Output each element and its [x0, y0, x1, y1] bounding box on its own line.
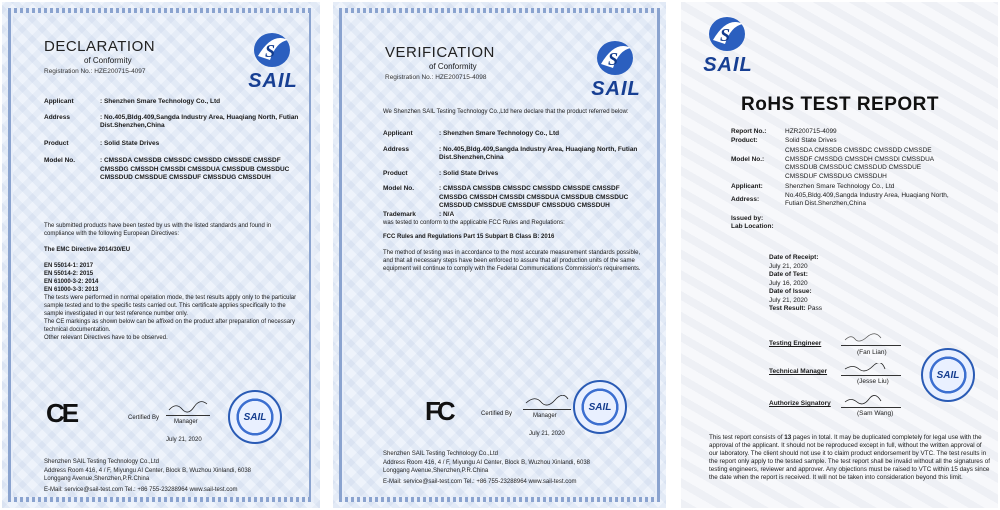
model-label: Model No.: [731, 156, 765, 163]
sail-logo [581, 38, 651, 102]
product-value: Solid State Drives [785, 136, 837, 144]
rohs-details [731, 128, 981, 232]
ce-mark-icon: CE [46, 398, 77, 428]
applicant-row [44, 98, 302, 107]
address-value: No.405,Bldg.409,Sangda Industry Area, Huaqiang North, Futian Dist.Shenzhen,China [785, 191, 949, 207]
product-row [383, 170, 645, 179]
sail-seal: SAIL [573, 380, 627, 434]
footer-address-2: Longgang Avenue,Shenzhen,P.R.China [44, 476, 150, 482]
model-value: : CMSSDA CMSSDB CMSSDC CMSSDD CMSSDE CMSSDF CMSSDG CMSSDH CMSSDI CMSSDUA CMSSDUB CMSSDUC CMSSDUD CMSSDUE CMSSDUF CMSSDUG CMSSDUH [439, 185, 629, 209]
applicant-label: Applicant [44, 98, 74, 105]
applicant-row [383, 130, 645, 139]
declaration-body-2: The CE markings as shown below can be affixed on the product after preparation of necessary technical documentation. [44, 319, 296, 333]
applicant-value: : Shenzhen Smare Technology Co., Ltd [439, 130, 560, 137]
declaration-body: The tests were performed in normal operation mode, the test results apply only to the particular sample tested and to the specific tests carried out. This certificate applies specifically to the sample investigated in our test reference number only. [44, 295, 297, 317]
standard-3: EN 61000-3-2: 2014 [44, 279, 99, 285]
footer-contact: E-Mail: service@sail-test.com Tel.: +86 755-23288964 www.sail-test.com [44, 486, 238, 493]
product-label: Product: [731, 136, 758, 144]
authorize-signatory-label: Authorize Signatory [769, 400, 831, 407]
signature [166, 402, 210, 416]
tech-manager-signature [841, 362, 901, 376]
rohs-dates [769, 254, 822, 314]
engineer-label: Testing Engineer [769, 340, 822, 347]
standard-2: EN 55014-2: 2015 [44, 271, 94, 277]
issued-by-label: Issued by: [731, 214, 764, 222]
model-value: : CMSSDA CMSSDB CMSSDC CMSSDD CMSSDE CMSSDF CMSSDG CMSSDH CMSSDI CMSSDUA CMSSDUB CMSSDUC CMSSDUD CMSSDUE CMSSDUF CMSSDUG CMSSDUH [100, 157, 290, 181]
verification-date: July 21, 2020 [529, 431, 565, 437]
sail-seal: SAIL [921, 348, 975, 402]
signature-icon [843, 363, 887, 373]
verification-title: VERIFICATION [385, 44, 495, 61]
svg-text:S: S [720, 25, 731, 45]
signature [523, 396, 571, 410]
declaration-body-3: Other relevant Directives have to be observed. [44, 335, 168, 341]
rohs-report [681, 2, 998, 508]
certified-by-label: Certified By [481, 411, 513, 417]
report-no-value: HZR200715-4099 [785, 128, 837, 135]
receipt-label: Date of Receipt: [769, 254, 819, 261]
address-row [44, 114, 302, 131]
applicant-value: Shenzhen Smare Technology Co., Ltd [785, 183, 895, 190]
engineer-signature [841, 332, 901, 346]
test-value: July 16, 2020 [769, 279, 808, 287]
test-label: Date of Test: [769, 271, 808, 278]
trademark-label: Trademark [383, 210, 416, 218]
sail-logo-text: SAIL [248, 70, 298, 92]
signature-icon [168, 401, 208, 413]
sail-logo-icon [705, 14, 749, 54]
applicant-value: : Shenzhen Smare Technology Co., Ltd [100, 98, 221, 105]
certified-by-label: Certified By [128, 415, 160, 421]
address-label: Address: [731, 195, 760, 203]
lab-location-label: Lab Location: [731, 223, 774, 230]
footer-address-2: Longgang Avenue,Shenzhen,P.R.China [383, 468, 489, 474]
verification-reg-no: Registration No.: HZE200715-4098 [385, 74, 487, 81]
svg-text:S: S [608, 49, 619, 69]
sail-logo [238, 30, 308, 94]
sail-logo-text: SAIL [703, 54, 753, 76]
fcc-rules: FCC Rules and Regulations Part 15 Subpart B Class B: 2016 [383, 234, 555, 240]
sail-logo-icon [250, 30, 294, 70]
verification-body: The method of testing was in accordance to the most accurate measurement standards possible, and that all necessary steps have been enforced to assure that all production units of the same equipment will continue to comply with the Federal Communications Commission's requirements. [383, 250, 641, 272]
authorize-name: (Sam Wang) [857, 410, 894, 417]
engineer-name: (Fan Lian) [857, 349, 887, 356]
address-row [383, 146, 645, 163]
fcc-mark-icon: FC [425, 396, 452, 426]
product-value: : Solid State Drives [100, 139, 160, 147]
result-value: Pass [807, 305, 822, 312]
report-no-label: Report No.: [731, 128, 767, 135]
model-row [383, 185, 645, 211]
trademark-value: : N/A [439, 210, 455, 218]
product-label: Product [44, 139, 69, 147]
conform-text: was tested to conform to the applicable FCC Rules and Regulations: [383, 220, 565, 226]
declaration-subtitle: of Conformity [84, 56, 132, 65]
manager-label: Manager [174, 419, 198, 425]
rohs-title: RoHS TEST REPORT [741, 94, 940, 115]
tech-manager-label: Technical Manager [769, 368, 828, 375]
verification-subtitle: of Conformity [429, 62, 477, 71]
footer-company: Shenzhen SAIL Testing Technology Co.,Ltd [44, 459, 159, 465]
declaration-title: DECLARATION [44, 38, 156, 55]
sail-logo-text: SAIL [591, 78, 641, 100]
tech-manager-name: (Jesse Liu) [857, 378, 889, 385]
result-label: Test Result: [769, 305, 806, 312]
declaration-intro: The submitted products have been tested by us with the listed standards and found in compliance with the following European Directives: [44, 223, 272, 237]
footer-address-1: Address Room 416, 4 / F, Miyungu AI Center, Block B, Wuzhou Xinlandi, 6038 [383, 459, 591, 466]
product-value: : Solid State Drives [439, 169, 499, 177]
model-label: Model No. [383, 185, 415, 192]
sail-logo-icon [593, 38, 637, 78]
address-label: Address [44, 113, 71, 121]
sail-logo [693, 14, 763, 78]
standard-4: EN 61000-3-3: 2013 [44, 287, 99, 293]
page-count: 13 [784, 434, 792, 441]
footer-address-1: Address Room 416, 4 / F, Miyungu AI Center, Block B, Wuzhou Xinlandi, 6038 [44, 467, 252, 474]
address-value: : No.405,Bldg.409,Sangda Industry Area, Huaqiang North, Futian Dist.Shenzhen,China [100, 113, 299, 129]
footer-contact: E-Mail: service@sail-test.com Tel.: +86 755-23288964 www.sail-test.com [383, 478, 577, 485]
emc-directive: The EMC Directive 2014/30/EU [44, 247, 131, 253]
product-row [44, 140, 302, 149]
verification-footer [383, 450, 638, 486]
issue-value: July 21, 2020 [769, 296, 808, 304]
declaration-date: July 21, 2020 [166, 437, 202, 443]
model-value: CMSSDA CMSSDB CMSSDC CMSSDD CMSSDE CMSSDF CMSSDG CMSSDH CMSSDI CMSSDUA CMSSDUB CMSSDUC CMSSDUD CMSSDUE CMSSDUF CMSSDUG CMSSDUH [785, 147, 934, 180]
footer-company: Shenzhen SAIL Testing Technology Co.,Ltd [383, 451, 498, 457]
applicant-label: Applicant [383, 130, 413, 137]
declaration-reg-no: Registration No.: HZE200715-4097 [44, 68, 146, 75]
standard-1: EN 55014-1: 2017 [44, 263, 94, 269]
issue-label: Date of Issue: [769, 288, 812, 295]
product-label: Product [383, 169, 408, 177]
rohs-note: This test report consists of 13 pages in total. It may be duplicated completely for legal use with the approval of the applicant. It should not be reproduced except in full, without the written approval of our laboratory. The client should not use it to claim product endorsement by VTC. The test results in the report only apply to the tested sample. The test report shall be invalid without all the signatures of testing engineers, reviewer and approver. Any objections must be raised to VTC within 15 days since the date when the report is received. It will not be taken into consideration beyond this limit. [709, 434, 990, 481]
address-label: Address [383, 145, 410, 153]
signature-icon [525, 395, 569, 407]
manager-label: Manager [533, 413, 557, 419]
address-value: : No.405,Bldg.409,Sangda Industry Area, Huaqiang North, Futian Dist.Shenzhen,China [439, 145, 638, 161]
verification-intro: We Shenzhen SAIL Testing Technology Co.,Ltd here declare that the product referred below: [383, 109, 629, 115]
declaration-footer [44, 458, 292, 494]
svg-text:S: S [265, 41, 276, 61]
model-label: Model No. [44, 157, 76, 164]
trademark-row [383, 211, 645, 220]
receipt-value: July 21, 2020 [769, 262, 808, 270]
authorize-signature [841, 394, 901, 408]
signature-icon [843, 395, 883, 405]
sail-seal: SAIL [228, 390, 282, 444]
verification-certificate [333, 2, 666, 508]
signature-icon [843, 333, 883, 343]
model-row [44, 157, 302, 183]
applicant-label: Applicant: [731, 183, 763, 190]
declaration-certificate [2, 2, 320, 508]
